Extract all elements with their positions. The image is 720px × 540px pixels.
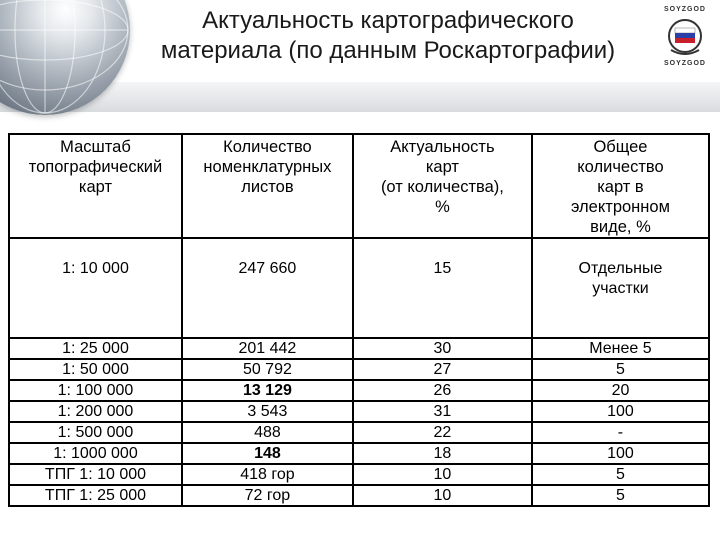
cell-sheets: 72 гор bbox=[182, 485, 353, 506]
cell-electronic: 20 bbox=[532, 380, 709, 401]
header-line: карт bbox=[78, 178, 113, 196]
cell-scale: ТПГ 1: 10 000 bbox=[9, 464, 182, 485]
table-row bbox=[9, 485, 709, 506]
cell-sheets: 3 543 bbox=[182, 401, 353, 422]
header-line: топографический bbox=[28, 158, 163, 176]
cell-actuality: 26 bbox=[353, 380, 532, 401]
cell-electronic: 100 bbox=[532, 401, 709, 422]
logo-bottom-text: SOYZGOD bbox=[663, 60, 706, 67]
header-line: листов bbox=[241, 178, 294, 196]
cell-sheets: 50 792 bbox=[182, 359, 353, 380]
table-row bbox=[9, 443, 709, 464]
cell-electronic: 5 bbox=[532, 464, 709, 485]
cell-electronic: - bbox=[532, 422, 709, 443]
cell-actuality: 27 bbox=[353, 359, 532, 380]
cell-line: участки bbox=[592, 280, 649, 297]
header-line: карт в bbox=[597, 178, 644, 196]
table-header-row bbox=[9, 134, 709, 238]
header-line: (от количества), bbox=[380, 178, 504, 196]
cell-electronic: 5 bbox=[532, 485, 709, 506]
cell-electronic: 5 bbox=[532, 359, 709, 380]
page-title bbox=[118, 6, 658, 66]
cell-sheets: 201 442 bbox=[182, 338, 353, 359]
header-actuality bbox=[353, 134, 532, 238]
table-row bbox=[9, 338, 709, 359]
cell-line: Отдельные bbox=[578, 260, 663, 277]
table-row bbox=[9, 401, 709, 422]
header-line: Актуальность bbox=[390, 138, 495, 156]
cell-actuality: 30 bbox=[353, 338, 532, 359]
roskartografia-logo bbox=[659, 4, 711, 74]
cell-sheets: 247 660 bbox=[182, 238, 353, 338]
globe-grid-lines bbox=[0, 0, 130, 115]
cell-scale: 1: 500 000 bbox=[9, 422, 182, 443]
cell-actuality: 31 bbox=[353, 401, 532, 422]
header-electronic bbox=[532, 134, 709, 238]
cell-sheets: 13 129 bbox=[182, 380, 353, 401]
header-sheet-count bbox=[182, 134, 353, 238]
cell-sheets: 148 bbox=[182, 443, 353, 464]
actuality-table bbox=[8, 133, 710, 507]
header-line: количество bbox=[577, 158, 664, 176]
table-row bbox=[9, 359, 709, 380]
title-line-2: материала (по данным Роскартографии) bbox=[160, 37, 616, 64]
cell-actuality: 10 bbox=[353, 464, 532, 485]
cell-actuality: 15 bbox=[353, 238, 532, 338]
cell-electronic: Менее 5 bbox=[532, 338, 709, 359]
header-line: номенклатурных bbox=[203, 158, 332, 176]
globe-icon bbox=[0, 0, 130, 115]
header-line: Общее bbox=[593, 138, 648, 156]
cell-scale: 1: 100 000 bbox=[9, 380, 182, 401]
table-row bbox=[9, 380, 709, 401]
header-scale bbox=[9, 134, 182, 238]
cell-electronic bbox=[532, 238, 709, 338]
header-line: электронном bbox=[571, 198, 670, 216]
cell-actuality: 22 bbox=[353, 422, 532, 443]
header-line: виде, % bbox=[590, 218, 651, 236]
cell-scale: 1: 25 000 bbox=[9, 338, 182, 359]
table-row bbox=[9, 464, 709, 485]
header-line: карт bbox=[425, 158, 459, 176]
header-line: Количество bbox=[223, 138, 312, 156]
cell-actuality: 10 bbox=[353, 485, 532, 506]
cell-scale: 1: 1000 000 bbox=[9, 443, 182, 464]
table-row bbox=[9, 238, 709, 338]
cell-scale: ТПГ 1: 25 000 bbox=[9, 485, 182, 506]
table-row bbox=[9, 422, 709, 443]
cell-electronic: 100 bbox=[532, 443, 709, 464]
header-line: % bbox=[435, 198, 450, 216]
title-line-1: Актуальность картографического bbox=[202, 7, 574, 34]
cell-scale: 1: 10 000 bbox=[9, 238, 182, 338]
cell-sheets: 488 bbox=[182, 422, 353, 443]
header-line: Масштаб bbox=[60, 138, 131, 156]
cell-scale: 1: 50 000 bbox=[9, 359, 182, 380]
cell-scale: 1: 200 000 bbox=[9, 401, 182, 422]
cell-sheets: 418 гор bbox=[182, 464, 353, 485]
logo-emblem-icon bbox=[667, 16, 703, 58]
logo-top-text: SOYZGOD bbox=[663, 6, 706, 13]
cell-actuality: 18 bbox=[353, 443, 532, 464]
